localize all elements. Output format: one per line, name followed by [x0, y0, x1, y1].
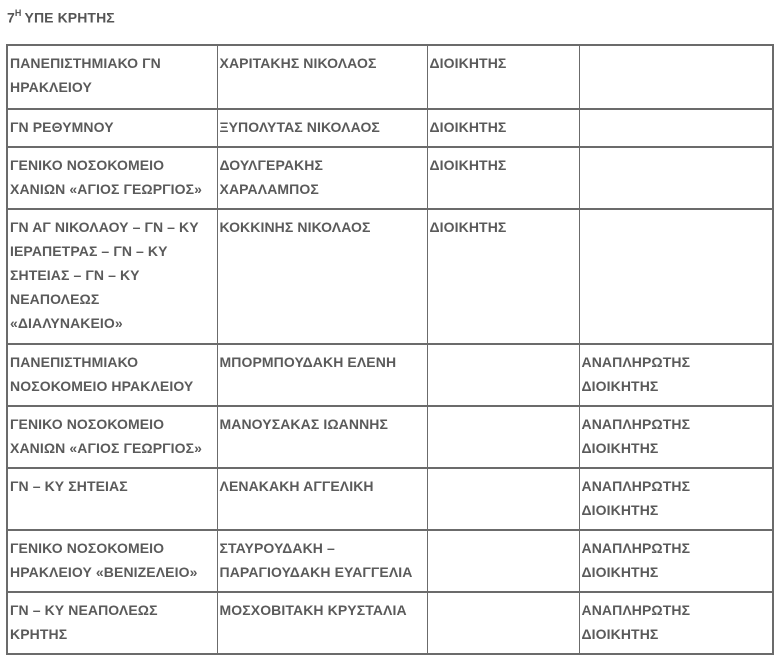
director-role-cell: ΔΙΟΙΚΗΤΗΣ [427, 109, 579, 147]
table-row [7, 45, 773, 109]
person-name-cell: ΧΑΡΙΤΑΚΗΣ ΝΙΚΟΛΑΟΣ [217, 45, 427, 109]
deputy-role-cell: ΑΝΑΠΛΗΡΩΤΗΣ ΔΙΟΙΚΗΤΗΣ [579, 530, 773, 592]
person-name-cell: ΞΥΠΟΛΥΤΑΣ ΝΙΚΟΛΑΟΣ [217, 109, 427, 147]
section-heading [7, 9, 115, 26]
director-role-cell [427, 530, 579, 592]
person-name-cell: ΣΤΑΥΡΟΥΔΑΚΗ – ΠΑΡΑΓΙΟΥΔΑΚΗ ΕΥΑΓΓΕΛΙΑ [217, 530, 427, 592]
heading-text: ΥΠΕ ΚΡΗΤΗΣ [24, 9, 115, 26]
hospital-cell: ΓΝ ΑΓ ΝΙΚΟΛΑΟΥ – ΓΝ – ΚΥ ΙΕΡΑΠΕΤΡΑΣ – ΓΝ – ΚΥ ΣΗΤΕΙΑΣ – ΓΝ – ΚΥ ΝΕΑΠΟΛΕΩΣ «ΔΙΑΛΥΝΑΚΕΙΟ» [7, 209, 217, 344]
hospital-cell: ΓΕΝΙΚΟ ΝΟΣΟΚΟΜΕΙΟ ΧΑΝΙΩΝ «ΑΓΙΟΣ ΓΕΩΡΓΙΟΣ» [7, 147, 217, 209]
hospital-cell: ΓΕΝΙΚΟ ΝΟΣΟΚΟΜΕΙΟ ΧΑΝΙΩΝ «ΑΓΙΟΣ ΓΕΩΡΓΙΟΣ» [7, 406, 217, 468]
director-role-cell [427, 406, 579, 468]
person-name-cell: ΜΑΝΟΥΣΑΚΑΣ ΙΩΑΝΝΗΣ [217, 406, 427, 468]
person-name-cell: ΛΕΝΑΚΑΚΗ ΑΓΓΕΛΙΚΗ [217, 468, 427, 530]
director-role-cell: ΔΙΟΙΚΗΤΗΣ [427, 209, 579, 344]
person-name-cell: ΔΟΥΛΓΕΡΑΚΗΣ ΧΑΡΑΛΑΜΠΟΣ [217, 147, 427, 209]
deputy-role-cell [579, 45, 773, 109]
table-row [7, 109, 773, 147]
person-name-cell: ΚΟΚΚΙΝΗΣ ΝΙΚΟΛΑΟΣ [217, 209, 427, 344]
hospital-cell: ΠΑΝΕΠΙΣΤΗΜΙΑΚΟ ΝΟΣΟΚΟΜΕΙΟ ΗΡΑΚΛΕΙΟΥ [7, 344, 217, 406]
deputy-role-cell: ΑΝΑΠΛΗΡΩΤΗΣ ΔΙΟΙΚΗΤΗΣ [579, 592, 773, 654]
deputy-role-cell [579, 147, 773, 209]
appointments-table [6, 44, 774, 655]
deputy-role-cell [579, 109, 773, 147]
hospital-cell: ΠΑΝΕΠΙΣΤΗΜΙΑΚΟ ΓΝ ΗΡΑΚΛΕΙΟΥ [7, 45, 217, 109]
table-row [7, 406, 773, 468]
table-row [7, 209, 773, 344]
director-role-cell: ΔΙΟΙΚΗΤΗΣ [427, 45, 579, 109]
deputy-role-cell [579, 209, 773, 344]
hospital-cell: ΓΝ ΡΕΘΥΜΝΟΥ [7, 109, 217, 147]
director-role-cell [427, 344, 579, 406]
table-row [7, 147, 773, 209]
director-role-cell: ΔΙΟΙΚΗΤΗΣ [427, 147, 579, 209]
table-row [7, 344, 773, 406]
table-row [7, 468, 773, 530]
deputy-role-cell: ΑΝΑΠΛΗΡΩΤΗΣ ΔΙΟΙΚΗΤΗΣ [579, 406, 773, 468]
hospital-cell: ΓΝ – ΚΥ ΝΕΑΠΟΛΕΩΣ ΚΡΗΤΗΣ [7, 592, 217, 654]
person-name-cell: ΜΠΟΡΜΠΟΥΔΑΚΗ ΕΛΕΝΗ [217, 344, 427, 406]
heading-superscript: Η [14, 8, 22, 18]
heading-number: 7 [7, 9, 15, 26]
deputy-role-cell: ΑΝΑΠΛΗΡΩΤΗΣ ΔΙΟΙΚΗΤΗΣ [579, 344, 773, 406]
table-row [7, 530, 773, 592]
person-name-cell: ΜΟΣΧΟΒΙΤΑΚΗ ΚΡΥΣΤΑΛΙΑ [217, 592, 427, 654]
director-role-cell [427, 468, 579, 530]
deputy-role-cell: ΑΝΑΠΛΗΡΩΤΗΣ ΔΙΟΙΚΗΤΗΣ [579, 468, 773, 530]
hospital-cell: ΓΕΝΙΚΟ ΝΟΣΟΚΟΜΕΙΟ ΗΡΑΚΛΕΙΟΥ «ΒΕΝΙΖΕΛΕΙΟ» [7, 530, 217, 592]
table-row [7, 592, 773, 654]
director-role-cell [427, 592, 579, 654]
hospital-cell: ΓΝ – ΚΥ ΣΗΤΕΙΑΣ [7, 468, 217, 530]
